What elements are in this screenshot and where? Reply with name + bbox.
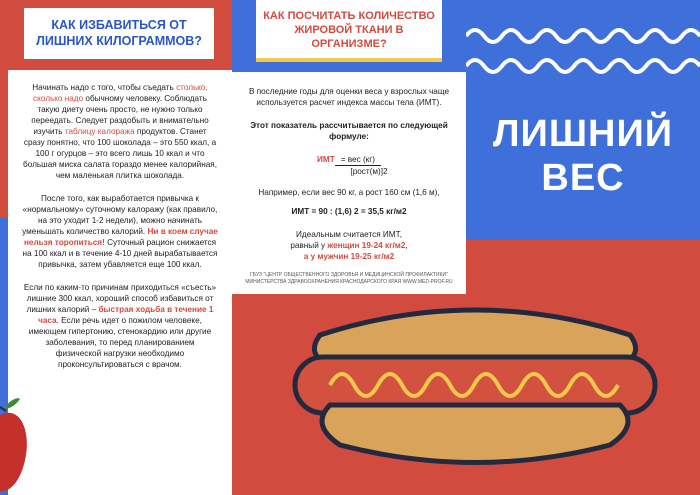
organization-footer: ГБУЗ "ЦЕНТР ОБЩЕСТВЕННОГО ЗДОРОВЬЯ И МЕДИЦИНСКОЙ ПРОФИЛАКТИКИ" МИНИСТЕРСТВА ЗДРАВООХРАНЕНИЯ КРАСНОДАРСКОГО КРАЯ WWW.MED-PROF.RU — [245, 272, 453, 285]
weight-loss-paragraph-3 — [22, 282, 218, 370]
body-fat-title: КАК ПОСЧИТАТЬ КОЛИЧЕСТВО ЖИРОВОЙ ТКАНИ В ОРГАНИЗМЕ? — [256, 0, 442, 62]
text: равный у — [290, 241, 328, 250]
text: , — [405, 241, 408, 250]
text: Если по каким-то причинам приходиться «съесть» лишние 300 ккал, хороший способ избавиться от лишних калорий – — [23, 283, 217, 314]
formula-label: ИМТ — [317, 155, 335, 164]
headline — [466, 112, 700, 200]
highlight-text: таблицу калоража — [64, 127, 135, 136]
highlight-text: быстрая ходьба в течение 1 часа — [38, 305, 214, 325]
text: Начинать надо с того, чтобы съедать — [32, 83, 177, 92]
headline-line-1: ЛИШНИЙ — [492, 113, 674, 155]
text: Суточный рацион снижается на 100 ккал и в течение 4-10 дней вырабатывается привычка, затем убавляется еще 100 ккал. — [22, 238, 218, 269]
text: Идеальным считается ИМТ, — [296, 230, 402, 239]
text: После того, как выработается привычка к «нормальному» суточному калоражу (как правило, на это уходит 1-2 недели), можно начинать уменьшать количество калорий. — [22, 194, 218, 236]
bmi-formula — [242, 154, 456, 177]
bmi-intro: В последние годы для оценки веса у взрослых чаще используется расчет индекса массы тела (ИМТ). — [248, 87, 450, 107]
bmi-example: Например, если вес 90 кг, а рост 160 см (1,6 м), — [258, 188, 440, 197]
weight-loss-paragraph-1 — [22, 82, 218, 181]
warning-text: Ни в коем случае нельзя торопиться! — [23, 227, 218, 247]
bmi-ideal — [242, 229, 456, 262]
bmi-formula-lead: Этот показатель рассчитывается по следующей формуле: — [250, 121, 448, 141]
text: . Если речь идет о пожилом человеке, имеющем гипертонию, стенокардию или другие заболевания, то перед планированием физической нагрузки необходимо проконсультироваться с врачом. — [28, 316, 212, 369]
formula-numerator: = вес (кг) — [335, 154, 381, 166]
hotdog-illustration — [290, 295, 660, 495]
weight-loss-paragraph-2 — [22, 193, 218, 270]
ideal-men: а у мужчин 19-25 кг/м2 — [303, 252, 395, 261]
headline-line-2: ВЕС — [541, 157, 625, 199]
formula-denominator: [рост(м)]2 — [350, 167, 388, 176]
decorative-waves — [466, 20, 700, 100]
text: продуктов. Станет сразу понятно, что 100 шоколада – это 550 ккал, а 100 г огурцов – это всего лишь 10 ккал и что большая миска салата гораздо менее калорийная, чем маленькая плитка шоколада. — [23, 127, 217, 180]
bmi-panel — [232, 72, 466, 294]
weight-loss-panel — [8, 70, 232, 495]
text: обычному человеку. Соблюдать такую диету очень просто, не нужно только переедать. Следует раздобыть и внимательно изучить — [31, 94, 209, 136]
bmi-example-result: ИМТ = 90 : (1,6) 2 = 35,5 кг/м2 — [291, 207, 407, 216]
ideal-women: женщин 19-24 кг/м2 — [327, 241, 406, 250]
apple-illustration — [0, 395, 30, 495]
highlight-text: столько, сколько надо — [33, 83, 208, 103]
weight-loss-title: КАК ИЗБАВИТЬСЯ ОТ ЛИШНИХ КИЛОГРАММОВ? — [24, 8, 214, 63]
